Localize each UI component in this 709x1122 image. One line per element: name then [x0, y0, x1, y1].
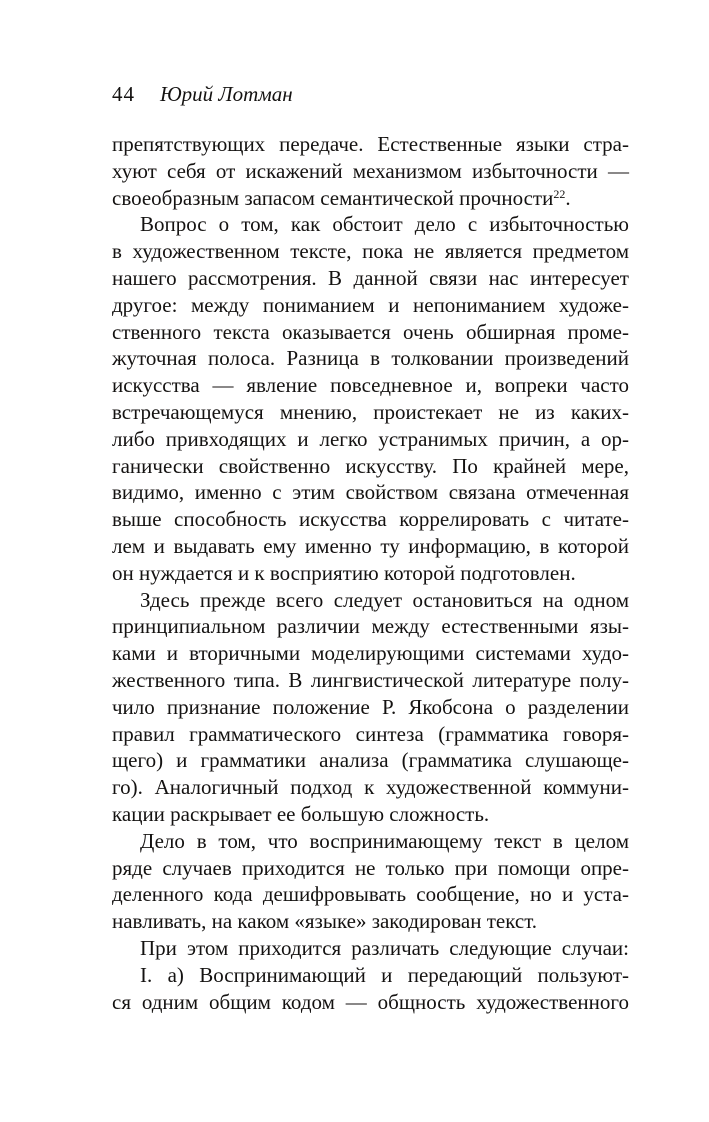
text-line: ся одним общим кодом — общность художественного — [112, 989, 629, 1014]
text-line: ганически свойственно искусству. По крайней мере, — [112, 453, 629, 478]
text-line: принципиальном различии между естественными язы- — [112, 614, 629, 639]
paragraph-5 — [112, 935, 629, 962]
text-line: он нуждается и к восприятию которой подготовлен. — [112, 560, 576, 585]
footnote-reference: 22 — [553, 186, 566, 201]
text-line: жуточная полоса. Разница в толковании произведений — [112, 346, 629, 371]
paragraph-6 — [112, 962, 629, 1016]
text-line: жественного типа. В лингвистической литературе полу- — [112, 667, 629, 692]
text-line: Дело в том, что воспринимающему текст в целом — [140, 828, 629, 853]
page-body — [112, 131, 629, 1015]
running-title: Юрий Лотман — [160, 82, 293, 106]
text-line: искусства — явление повседневное и, вопреки часто — [112, 373, 629, 398]
text-line: либо привходящих и легко устранимых причин, а ор- — [112, 426, 629, 451]
text-line: встречающемуся мнению, проистекает не из каких- — [112, 399, 629, 424]
text-line: Здесь прежде всего следует остановиться на одном — [140, 587, 629, 612]
text-line: щего) и грамматики анализа (грамматика слушающе- — [112, 748, 629, 773]
footnote-line-after: . — [565, 185, 571, 210]
running-header — [112, 82, 630, 106]
text-line: препятствующих передаче. Естественные языки стра- — [112, 132, 629, 156]
text-line: кации раскрывает ее большую сложность. — [112, 801, 490, 826]
text-line: чило признание положение Р. Якобсона о разделении — [112, 694, 629, 719]
text-line: При этом приходится различать следующие случаи: — [140, 935, 629, 960]
text-line: I. а) Воспринимающий и передающий пользуют- — [140, 962, 629, 987]
text-line: Вопрос о том, как обстоит дело с избыточностью — [140, 212, 629, 237]
paragraph-4 — [112, 828, 629, 935]
text-line: ряде случаев приходится не только при помощи опре- — [112, 855, 629, 880]
text-line-with-footnote — [112, 185, 629, 212]
text-line: правил грамматического синтеза (грамматика говоря- — [112, 721, 629, 746]
text-line: ственного текста оказывается очень обширная проме- — [112, 319, 629, 344]
paragraph-1 — [112, 131, 629, 211]
text-line: выше способность искусства коррелировать с читате- — [112, 507, 629, 532]
text-line: другое: между пониманием и непониманием художе- — [112, 292, 629, 317]
text-line: нашего рассмотрения. В данной связи нас интересует — [112, 265, 629, 290]
text-line: го). Аналогичный подход к художественной коммуни- — [112, 775, 629, 800]
text-line: лем и выдавать ему именно ту информацию, в которой — [112, 533, 629, 558]
text-line: хуют себя от искажений механизмом избыточности — — [112, 158, 629, 183]
text-line: навливать, на каком «языке» закодирован текст. — [112, 909, 538, 934]
text-line: в художественном тексте, пока не является предметом — [112, 239, 629, 264]
text-line: видимо, именно с этим свойством связана отмеченная — [112, 480, 629, 505]
footnote-line-text: своеобразным запасом семантической прочности — [112, 185, 554, 210]
paragraph-2 — [112, 211, 629, 586]
text-line: деленного кода дешифровывать сообщение, но и уста- — [112, 882, 629, 907]
paragraph-3 — [112, 587, 629, 828]
page-number: 44 — [112, 82, 135, 106]
text-line: ками и вторичными моделирующими системами худо- — [112, 641, 629, 666]
